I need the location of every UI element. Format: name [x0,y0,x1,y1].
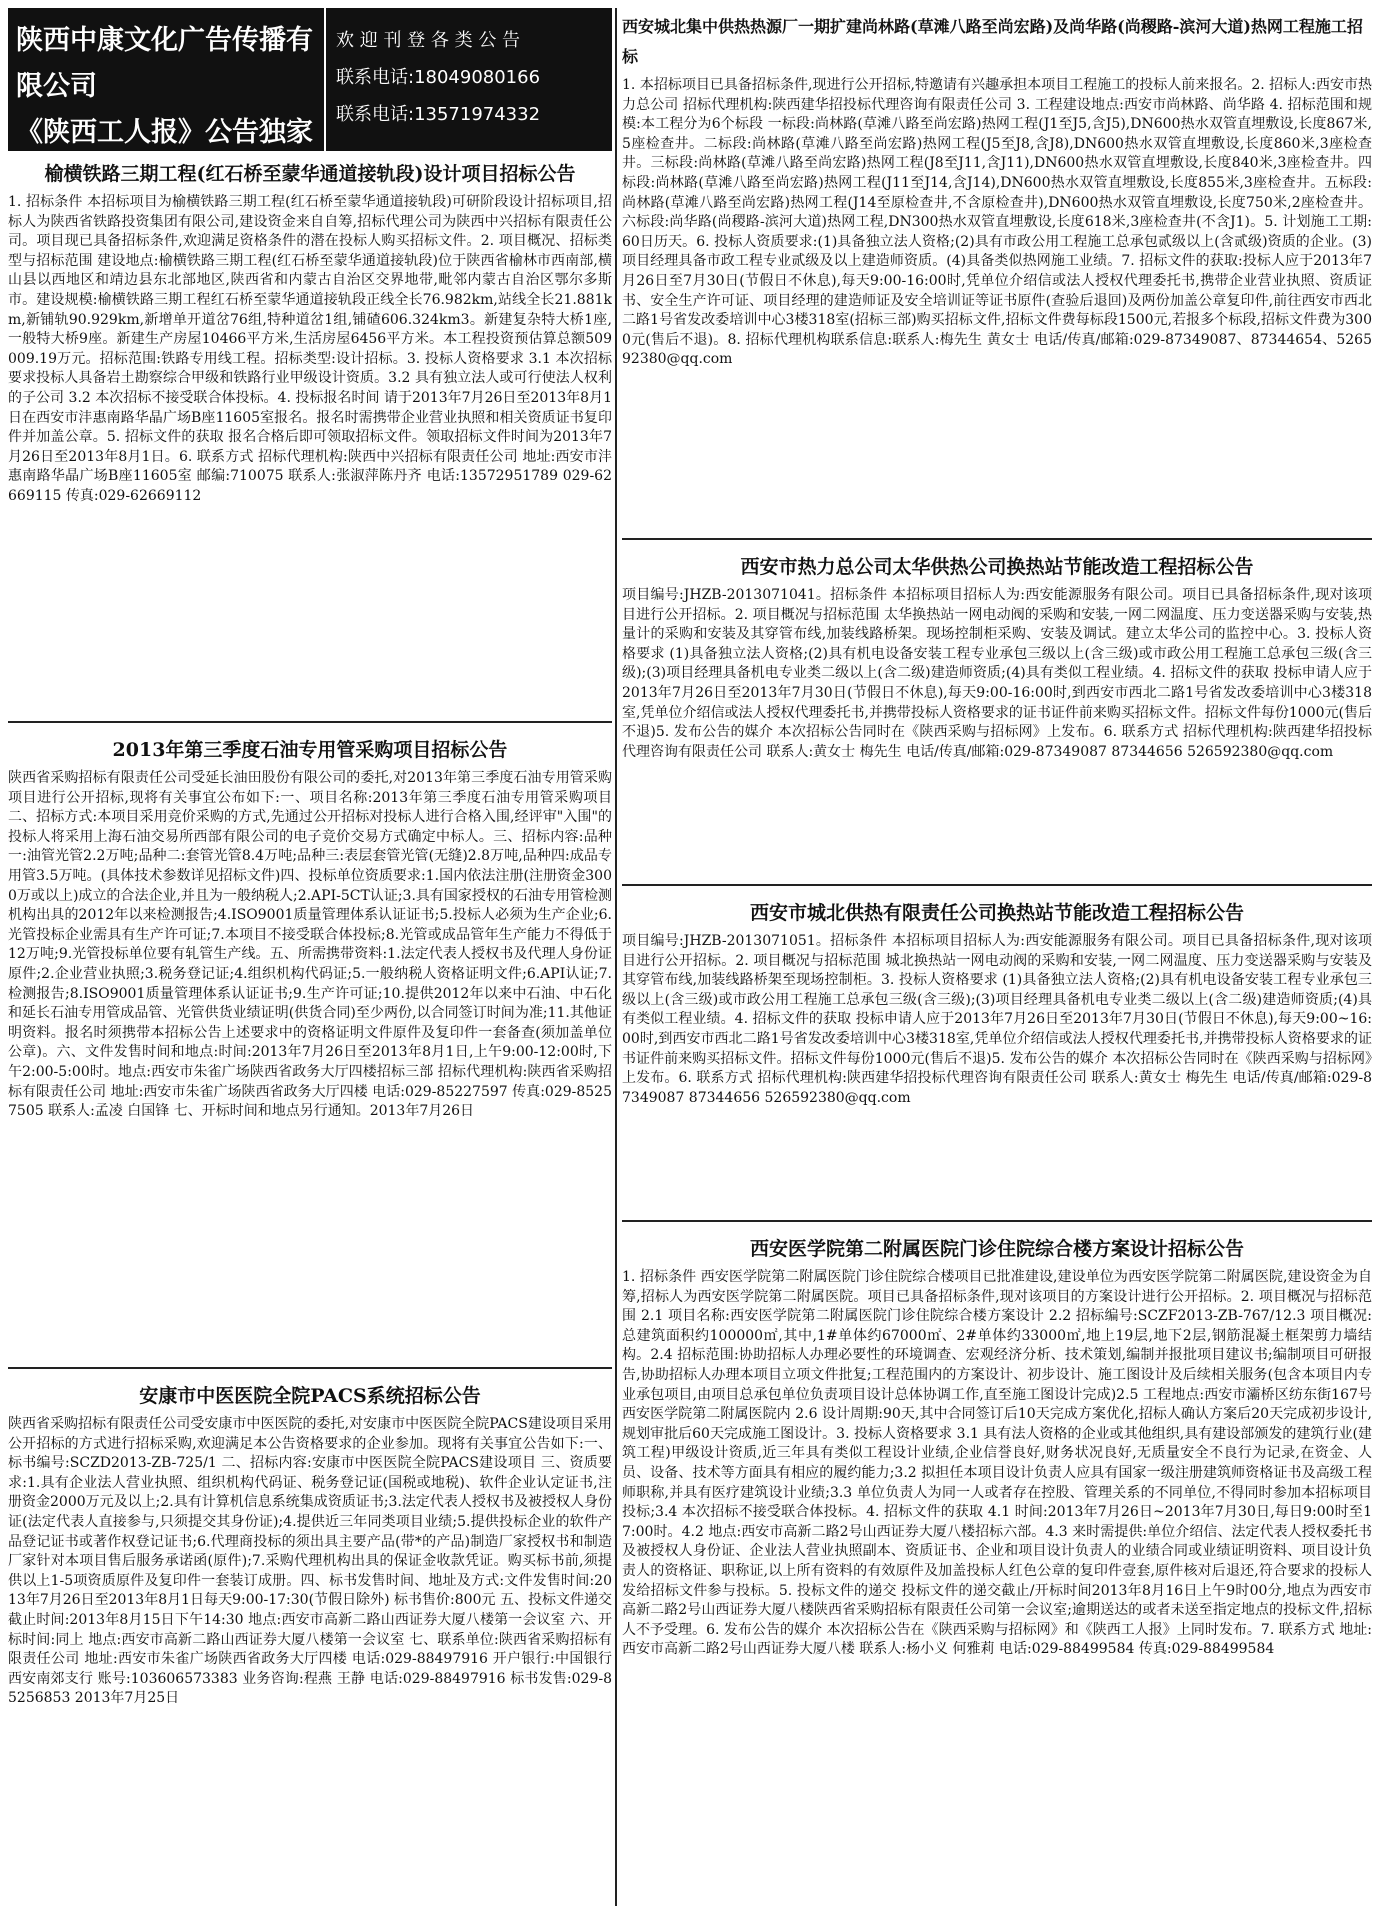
article-body: 1. 招标条件 本招标项目为榆横铁路三期工程(红石桥至蒙华通道接轨段)可研阶段设计招标项目,招标人为陕西省铁路投资集团有限公司,建设资金来自自筹,招标代理公司为陕西中兴招标有限责任公司。项目现已具备招标条件,欢迎满足资格条件的潜在投标人购买招标文件。2. 项目概况、招标类型与招标范围 建设地点:榆横铁路三期工程(红石桥至蒙华通道接轨段)位于陕西省榆林市西南部,横山县以西地区和靖边县东北部地区,陕西省和内蒙古自治区交界地带,毗邻内蒙古自治区鄂尔多斯市。建设规模:榆横铁路三期工程红石桥至蒙华通道接轨段正线全长76.982km,站线全长21.881km,新铺轨90.929km,新增单开道岔76组,特种道岔1组,铺碴606.324km3。新建复杂特大桥1座,一般特大桥9座。新建生产房屋10466平方米,生活房屋6456平方米。本工程投资预估算总额509009.19万元。招标范围:铁路专用线工程。招标类型:设计招标。3. 投标人资格要求 3.1 本次招标要求投标人具备岩土勘察综合甲级和铁路行业甲级设计资质。3.2 具有独立法人或可行使法人权利的子公司 3.2 本次招标不接受联合体投标。4. 投标报名时间 请于2013年7月26日至2013年8月1日在西安市沣惠南路华晶广场B座11605室报名。报名时需携带企业营业执照和相关资质证书复印件并加盖公章。5. 招标文件的获取 报名合格后即可领取招标文件。领取招标文件时间为2013年7月26日至2013年8月1日。6. 联系方式 招标代理机构:陕西中兴招标有限责任公司 地址:西安市沣惠南路华晶广场B座11605室 邮编:710075 联系人:张淑萍陈丹齐 电话:13572951789 029-62669115 传真:029-62669112 [8,194,612,504]
banner-tagline: 欢 迎 刊 登 各 类 公 告 [336,30,521,51]
article-body: 陕西省采购招标有限责任公司受延长油田股份有限公司的委托,对2013年第三季度石油专用管采购项目进行公开招标,现将有关事宜公布如下:一、项目名称:2013年第三季度石油专用管采购项目 二、招标方式:本项目采用竞价采购的方式,先通过公开招标对投标人进行合格入围,经评审"入围"的投标人将采用上海石油交易所西部有限公司的电子竞价交易方式确定中标人。三、招标内容:品种一:油管光管2.2万吨;品种二:套管光管8.4万吨;品种三:表层套管光管(无缝)2.8万吨,品种四:成品专用管3.5万吨。(具体技术参数详见招标文件)四、投标单位资质要求:1.国内依法注册(注册资金3000万或以上)成立的合法企业,并且为一般纳税人;2.API-5CT认证;3.具有国家授权的石油专用管检测机构出具的2012年以来检测报告;4.ISO9001质量管理体系认证证书;5.投标人必须为生产企业;6.光管投标企业需具有生产许可证;7.本项目不接受联合体投标;8.光管或成品管年生产能力不得低于12万吨;9.光管投标单位要有轧管生产线。五、所需携带资料:1.法定代表人授权书及代理人身份证原件;2.企业营业执照;3.税务登记证;4.组织机构代码证;5.一般纳税人资格证明文件;6.API认证;7.检测报告;8.ISO9001质量管理体系认证证书;9.生产许可证;10.提供2012年以来中石油、中石化和延长石油专用管成品管、光管供货业绩证明(供货合同)至少两份,以合同签订时间为准;11.其他证明资料。报名时须携带本招标公告上述要求中的资格证明文件原件及复印件一套备查(须加盖单位公章)。六、文件发售时间和地点:时间:2013年7月26日至2013年8月1日,上午9:00-12:00时,下午2:00-5:00时。地点:西安市朱雀广场陕西省政务大厅四楼招标三部 招标代理机构:陕西省采购招标有限责任公司 地址:西安市朱雀广场陕西省政务大厅四楼 电话:029-85227597 传真:029-85257505 联系人:孟凌 白国锋 七、开标时间和地点另行通知。2013年7月26日 [8,770,612,1120]
article-title: 西安医学院第二附属医院门诊住院综合楼方案设计招标公告 [749,1238,1244,1260]
banner-title [8,8,326,151]
article-chengbei-heating [622,890,1372,1222]
article-body: 项目编号:JHZB-2013071041。招标条件 本招标项目招标人为:西安能源服务有限公司。项目已具备招标条件,现对该项目进行公开招标。2. 项目概况与招标范围 太华换热站一网电动阀的采购和安装,一网二网温度、压力变送器采购与安装,热量计的采购和安装及其穿管布线,加装线路桥架。现场控制柜采购、安装及调试。建立太华公司的监控中心。3. 投标人资格要求 (1)具备独立法人资格;(2)具有机电设备安装工程专业承包三级以上(含三级)或市政公用工程施工总承包三级(含三级);(3)项目经理具备机电专业类二级以上(含二级)建造师资质;(4)具有类似工程业绩。4. 招标文件的获取 投标申请人应于2013年7月26日至2013年7月30日(节假日不休息),每天9:00-16:00时,到西安市西北二路1号省发改委培训中心3楼318室,凭单位介绍信或法人授权代理委托书,并携带投标人资格要求的证书证件前来购买招标文件。招标文件每份1000元(售后不退)5. 发布公告的媒介 本次招标公告同时在《陕西采购与招标网》上发布。6. 联系方式 招标代理机构:陕西建华招投标代理咨询有限责任公司 联系人:黄女士 梅先生 电话/传真/邮箱:029-87349087 87344656 526592380@qq.com [622,587,1372,760]
column-divider [615,8,617,1906]
article-body: 1. 本招标项目已具备招标条件,现进行公开招标,特邀请有兴趣承担本项目工程施工的投标人前来报名。2. 招标人:西安市热力总公司 招标代理机构:陕西建华招投标代理咨询有限责任公司 3. 工程建设地点:西安市尚林路、尚华路 4. 招标范围和规模:本工程分为6个标段 一标段:尚林路(草滩八路至尚宏路)热网工程(J1至J5,含J5),DN600热水双管直埋敷设,长度867米,5座检查井。二标段:尚林路(草滩八路至尚宏路)热网工程(J5至J8,含J8),DN600热水双管直埋敷设,长度860米,3座检查井。三标段:尚林路(草滩八路至尚宏路)热网工程(J8至J11,含J11),DN600热水双管直埋敷设,长度840米,3座检查井。四标段:尚林路(草滩八路至尚宏路)热网工程(J11至J14,含J14),DN600热水双管直埋敷设,长度855米,3座检查井。五标段:尚林路(草滩八路至尚宏路)热网工程(J14至原检查井,不含原检查井),DN600热水双管直埋敷设,长度750米,2座检查井。六标段:尚华路(尚稷路-滨河大道)热网工程,DN300热水双管直埋敷设,长度618米,3座检查井(不含J1)。5. 计划施工工期:60日历天。6. 投标人资质要求:(1)具备独立法人资格;(2)具有市政公用工程施工总承包贰级以上(含贰级)资质的企业。(3)项目经理具备市政工程专业贰级及以上建造师资质。(4)具备类似热网施工业绩。7. 招标文件的获取:投标人应于2013年7月26日至7月30日(节假日不休息),每天9:00-16:00时,凭单位介绍信或法人授权代理委托书,携带企业营业执照、资质证书、安全生产许可证、项目经理的建造师证及安全培训证等证书原件(查验后退回)及两份加盖公章复印件,前往西安市西北二路1号省发改委培训中心3楼318室(招标三部)购买招标文件,招标文件费每标段1500元,若报多个标段,招标文件费为3000元(售后不退)。8. 招标代理机构联系信息:联系人:梅先生 黄女士 电话/传真/邮箱:029-87349087、87344654、526592380@qq.com [622,77,1372,368]
banner-phone-1: 联系电话:18049080166 [336,67,541,88]
article-title: 安康市中医医院全院PACS系统招标公告 [139,1385,481,1407]
article-oil-pipe [8,727,612,1369]
left-column [8,8,612,1906]
article-body: 陕西省采购招标有限责任公司受安康市中医医院的委托,对安康市中医医院全院PACS建设项目采用公开招标的方式进行招标采购,欢迎满足本公告资格要求的企业参加。现将有关事宜公告如下:一、标书编号:SCZD2013-ZB-725/1 二、招标内容:安康市中医医院全院PACS建设项目 三、资质要求:1.具有企业法人营业执照、组织机构代码证、税务登记证(国税或地税)、软件企业认定证书,注册资金2000万元及以上;2.具有计算机信息系统集成资质证书;3.法定代表人授权书及被授权人身份证(法定代表人直接参与,只须提交其身份证);4.提供近三年同类项目业绩;5.提供投标企业的软件产品登记证书或著作权登记证书;6.代理商投标的须出具主要产品(带*的产品)制造厂家授权书和制造厂家针对本项目售后服务承诺函(原件);7.采购代理机构出具的保证金收款凭证。购买标书前,须提供以上1-5项资质原件及复印件一套装订成册。四、标书发售时间、地址及方式:文件发售时间:2013年7月26日至2013年8月1日每天9:00-17:30(节假日除外) 标书售价:800元 五、投标文件递交截止时间:2013年8月15日下午14:30 地点:西安市高新二路山西证券大厦八楼第一会议室 六、开标时间:同上 地点:西安市高新二路山西证券大厦八楼第一会议室 七、联系单位:陕西省采购招标有限责任公司 地址:西安市朱雀广场陕西省政务大厅四楼 电话:029-88497916 开户银行:中国银行西安南郊支行 账号:103606573383 业务咨询:程燕 王静 电话:029-88497916 标书发售:029-85256853 2013年7月25日 [8,1416,612,1707]
article-heat-network [622,8,1372,540]
article-ankang-pacs [8,1373,612,1901]
article-title: 榆横铁路三期工程(红石桥至蒙华通道接轨段)设计项目招标公告 [44,163,576,185]
ad-banner [8,8,612,151]
article-xian-medical-hospital [622,1226,1372,1906]
banner-title-line2: 《陕西工人报》公告独家 [16,117,313,148]
banner-title-line1: 陕西中康文化广告传播有限公司 [16,25,313,102]
article-title: 西安市热力总公司太华供热公司换热站节能改造工程招标公告 [740,556,1254,578]
article-body: 项目编号:JHZB-2013071051。招标条件 本招标项目招标人为:西安能源服务有限公司。项目已具备招标条件,现对该项目进行公开招标。2. 项目概况与招标范围 城北换热站一网电动阀的采购和安装,一网二网温度、压力变送器采购与安装及其穿管布线,加装线路桥架至现场控制柜。3. 投标人资格要求 (1)具备独立法人资格;(2)具有机电设备安装工程专业承包三级以上(含三级)或市政公用工程施工总承包三级(含三级);(3)项目经理具备机电专业类二级以上(含二级)建造师资质;(4)具有类似工程业绩。4. 招标文件的获取 投标申请人应于2013年7月26日至2013年7月30日(节假日不休息),每天9:00~16:00时,到西安市西北二路1号省发改委培训中心3楼318室,凭单位介绍信或法人授权代理委托书,并携带投标人资格要求的证书证件前来购买招标文件。招标文件每份1000元(售后不退)5. 发布公告的媒介 本次招标公告同时在《陕西采购与招标网》上发布。6. 联系方式 招标代理机构:陕西建华招投标代理咨询有限责任公司 联系人:黄女士 梅先生 电话/传真/邮箱:029-87349087 87344656 526592380@qq.com [622,933,1372,1106]
right-column [622,8,1372,1906]
article-title: 西安市城北供热有限责任公司换热站节能改造工程招标公告 [749,902,1244,924]
article-title: 2013年第三季度石油专用管采购项目招标公告 [112,739,508,761]
article-yuheng-railway [8,151,612,723]
banner-phone-2: 联系电话:13571974332 [336,104,541,125]
article-title: 西安城北集中供热热源厂一期扩建尚林路(草滩八路至尚宏路)及尚华路(尚稷路-滨河大道)热网工程施工招标 [622,17,1363,66]
banner-contact [326,8,612,151]
article-body: 1. 招标条件 西安医学院第二附属医院门诊住院综合楼项目已批准建设,建设单位为西安医学院第二附属医院,建设资金为自筹,招标人为西安医学院第二附属医院。项目已具备招标条件,现对该项目的方案设计进行公开招标。2. 项目概况与招标范围 2.1 项目名称:西安医学院第二附属医院门诊住院综合楼方案设计 2.2 招标编号:SCZF2013-ZB-767/12.3 项目概况:总建筑面积约100000㎡,其中,1#单体约67000㎡、2#单体约33000㎡,地上19层,地下2层,钢筋混凝土框架剪力墙结构。2.4 招标范围:协助招标人办理必要性的环境调查、宏观经济分析、技术策划,编制并报批项目建议书;编制项目可研报告,协助招标人办理本项目立项文件批复;工程范围内的方案设计、初步设计、施工图设计及后续相关服务(包含本项目内专业承包项目,由项目总承包单位负责项目设计总体协调工作,直至施工图设计完成)2.5 工程地点:西安市灞桥区纺东街167号西安医学院第二附属医院内 2.6 设计周期:90天,其中合同签订后10天完成方案优化,招标人确认方案后20天完成初步设计,规划审批后60天完成施工图设计。3. 投标人资格要求 3.1 具有法人资格的企业或其他组织,具有建设部颁发的建筑行业(建筑工程)甲级设计资质,近三年具有类似工程设计业绩,企业信誉良好,财务状况良好,无质量安全不良行为记录,在资金、人员、设备、技术等方面具有相应的履约能力;3.2 拟担任本项目设计负责人应具有国家一级注册建筑师资格证书及高级工程师职称,并具有医疗建筑设计业绩;3.3 单位负责人为同一人或者存在控股、管理关系的不同单位,不得同时参加本招标项目投标;3.4 本次招标不接受联合体投标。4. 招标文件的获取 4.1 时间:2013年7月26日~2013年7月30日,每日9:00时至17:00时。4.2 地点:西安市高新二路2号山西证券大厦八楼招标六部。4.3 来时需提供:单位介绍信、法定代表人授权委托书及被授权人身份证、企业法人营业执照副本、资质证书、企业和项目设计负责人的业绩合同或业绩证明资料、项目设计负责人的资格证、职称证,以上所有资料的有效原件及加盖投标人红色公章的复印件壹套,原件核对后退还,符合要求的投标人发给招标文件参与投标。5. 投标文件的递交 投标文件的递交截止/开标时间2013年8月16日上午9时00分,地点为西安市高新二路2号山西证券大厦八楼陕西省采购招标有限责任公司第一会议室;逾期送达的或者未送至指定地点的投标文件,招标人不予受理。6. 发布公告的媒介 本次招标公告在《陕西采购与招标网》和《陕西工人报》上同时发布。7. 联系方式 地址:西安市高新二路2号山西证券大厦八楼 联系人:杨小义 何雅莉 电话:029-88499584 传真:029-88499584 [622,1269,1372,1658]
article-taihua-heating [622,544,1372,886]
